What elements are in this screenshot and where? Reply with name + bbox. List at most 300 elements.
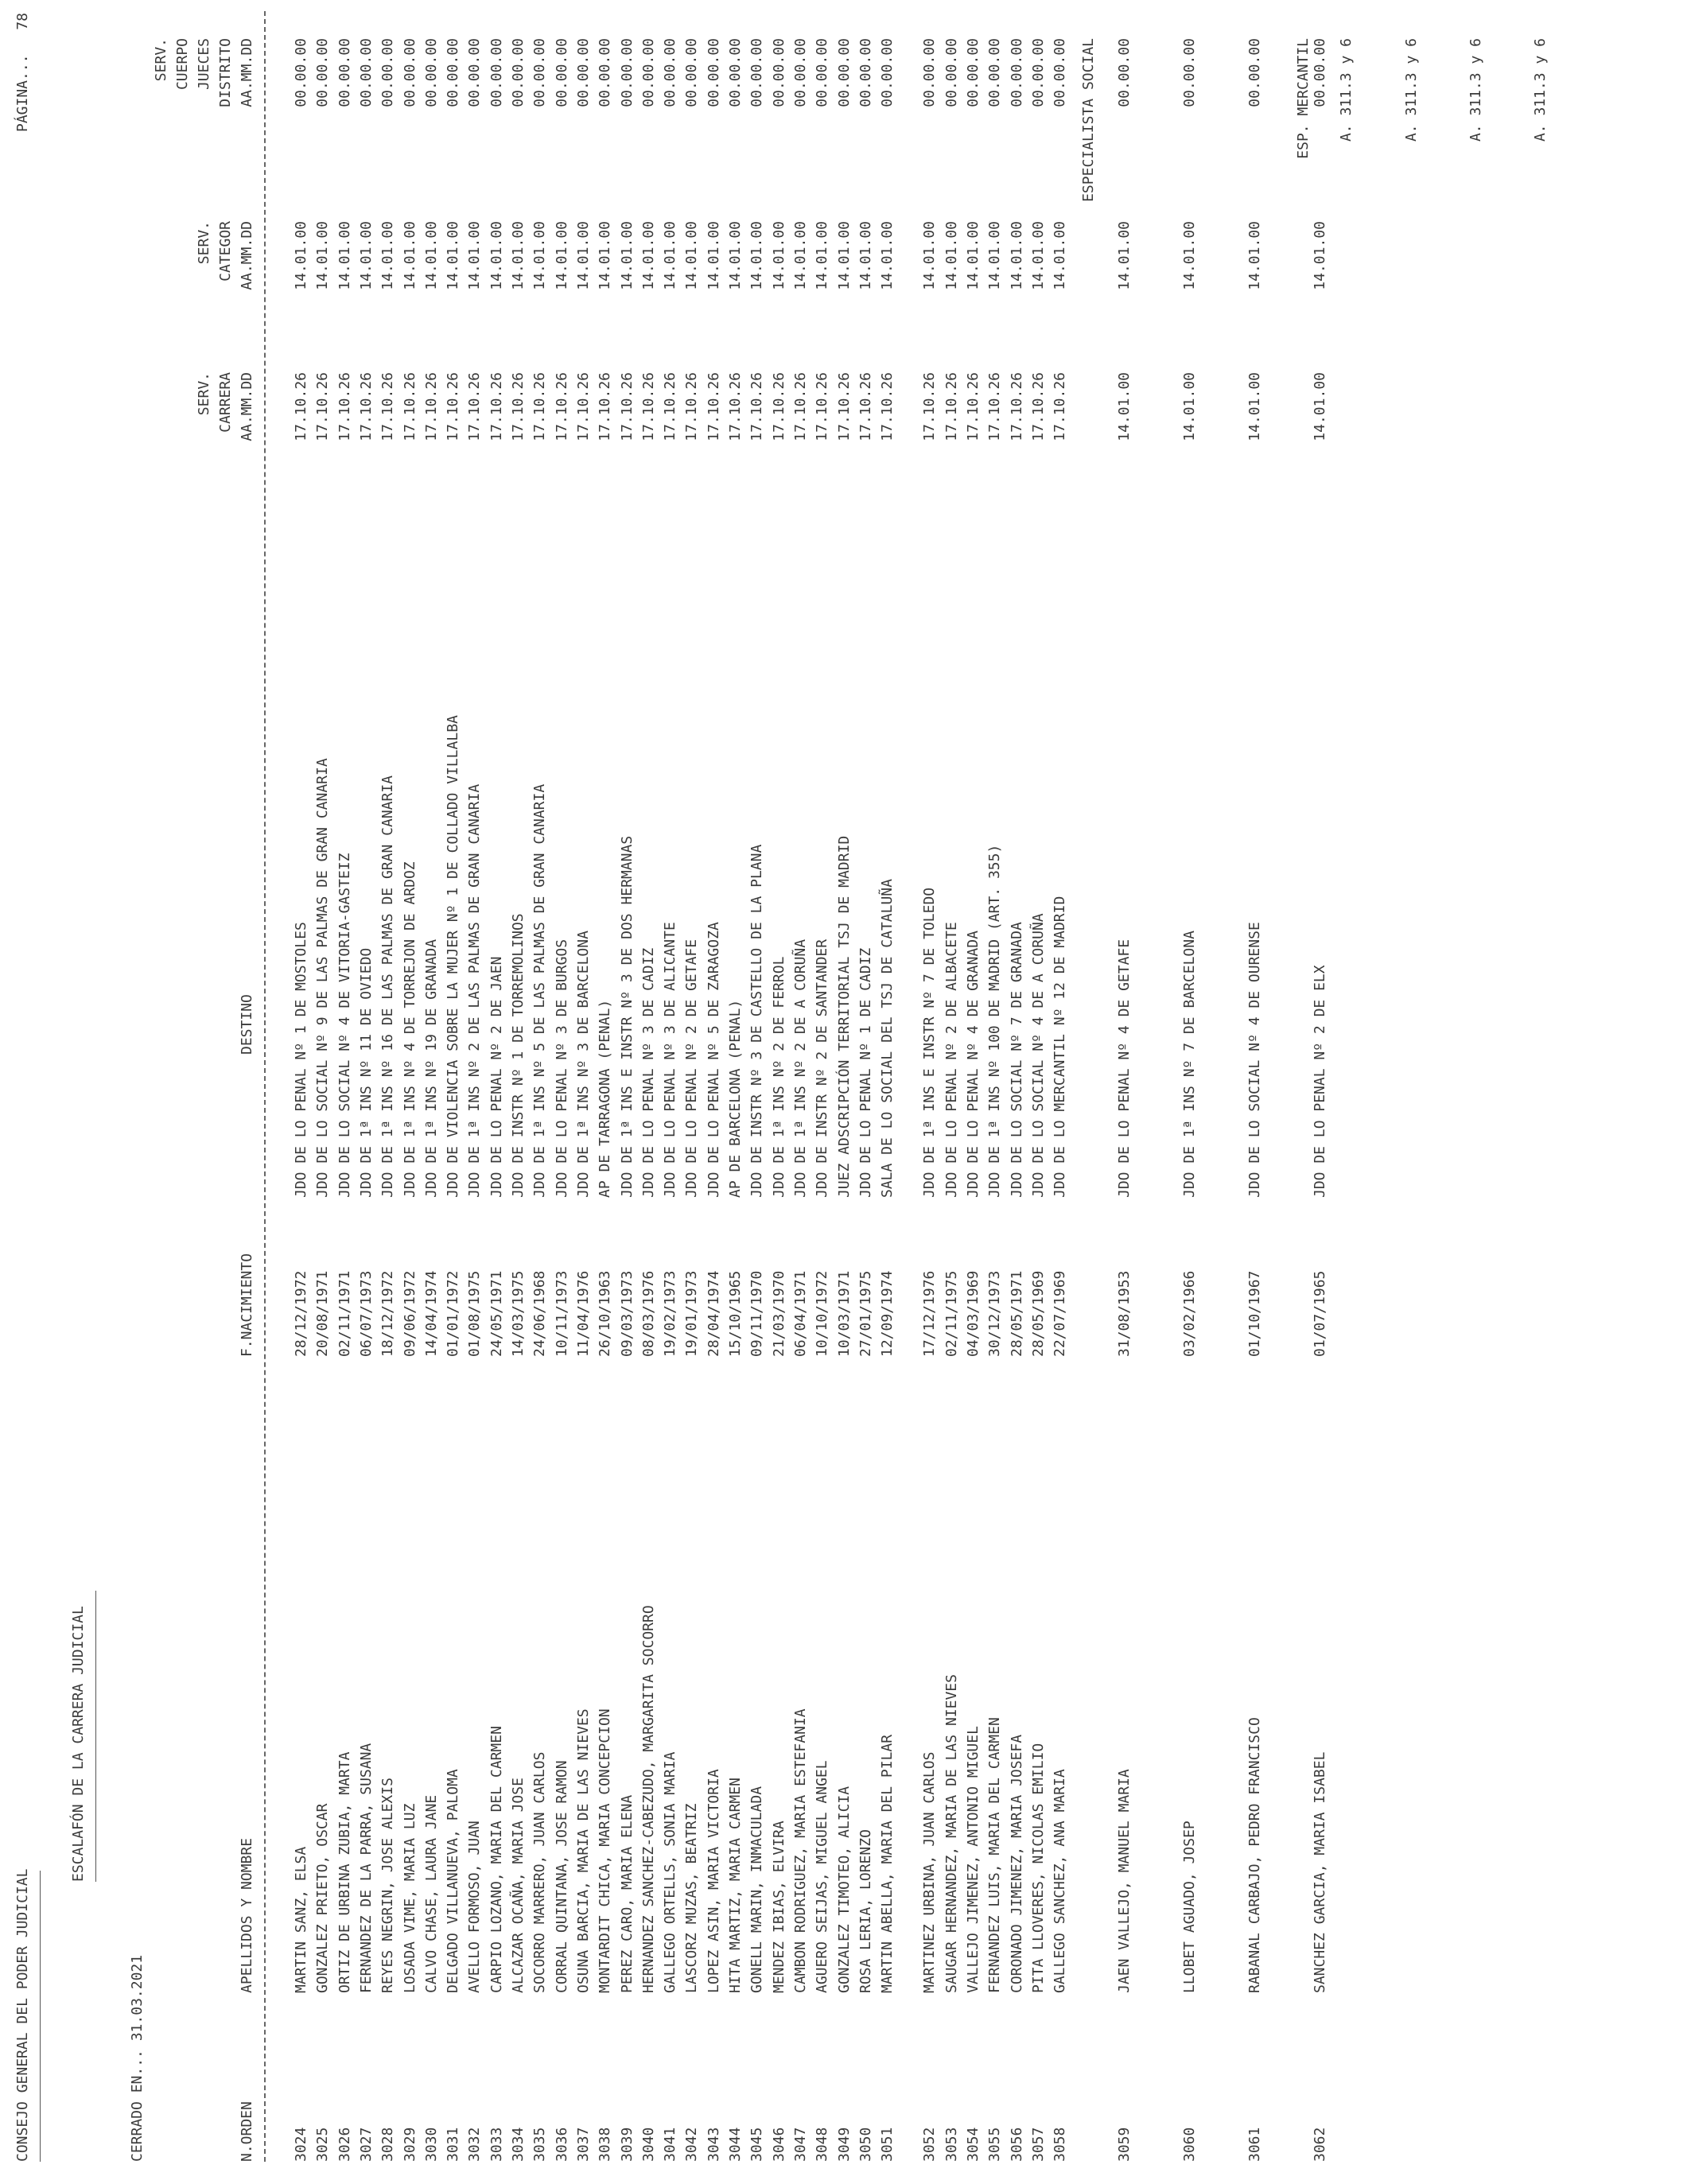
row-serv-categor: 14.01.00 [791,221,809,290]
table-row [1009,0,1029,2184]
row-destino: JDO DE LO PENAL Nº 4 DE GETAFE [1115,938,1133,1198]
row-serv-carrera: 17.10.26 [336,372,353,441]
row-nombre: ORTIZ DE URBINA ZUBIA, MARTA [336,1751,353,1993]
row-orden: 3031 [445,2127,462,2162]
page-number: 78 [14,13,31,30]
row-serv-distrito: 00.00.00 [1246,38,1263,107]
row-orden: 3062 [1311,2127,1328,2162]
row-orden: 3034 [510,2127,527,2162]
row-serv-categor: 14.01.00 [357,221,375,290]
row-serv-categor: 14.01.00 [857,221,874,290]
col-nombre: APELLIDOS Y NOMBRE [239,1837,255,1993]
row-nacimiento: 08/03/1976 [639,1270,657,1357]
row-serv-carrera: 17.10.26 [574,372,592,441]
table-row [1181,0,1202,2184]
row-nacimiento: 24/06/1968 [531,1270,549,1357]
row-nacimiento: 19/01/1973 [683,1270,701,1357]
org-underline [40,1871,41,2162]
row-serv-categor: 14.01.00 [770,221,787,290]
document-title: ESCALAFÓN DE LA CARRERA JUDICIAL [70,1606,87,1882]
table-row [792,0,813,2184]
table-row [402,0,422,2184]
row-serv-categor: 14.01.00 [727,221,744,290]
row-nacimiento: 10/11/1973 [553,1270,570,1357]
row-serv-categor: 14.01.00 [422,221,440,290]
table-row [943,0,964,2184]
row-serv-carrera: 17.10.26 [422,372,440,441]
row-serv-categor: 14.01.00 [705,221,722,290]
table-row [554,0,574,2184]
row-serv-distrito: 00.00.00 [379,38,397,107]
row-destino: JDO DE LO PENAL Nº 2 DE JAEN [488,956,505,1198]
row-serv-carrera: 17.10.26 [943,372,960,441]
row-serv-categor: 14.01.00 [1246,221,1263,290]
row-destino: AP DE BARCELONA (PENAL) [727,999,744,1198]
row-orden: 3050 [857,2127,874,2162]
row-nacimiento: 12/09/1974 [879,1270,896,1357]
row-serv-distrito: 00.00.00 [986,38,1004,107]
row-serv-distrito: 00.00.00 [1029,38,1047,107]
row-serv-distrito: 00.00.00 [1311,38,1328,107]
row-serv-distrito: 00.00.00 [553,38,570,107]
row-serv-carrera: 17.10.26 [466,372,484,441]
note-art-3060: A. 311.3 y 6 [1403,38,1420,142]
table-row [466,0,487,2184]
row-serv-carrera: 17.10.26 [488,372,505,441]
row-destino: JDO DE 1ª INS Nº 2 DE A CORUÑA [791,938,809,1198]
row-nacimiento: 09/11/1970 [748,1270,766,1357]
row-orden: 3029 [401,2127,418,2162]
row-orden: 3035 [531,2127,549,2162]
row-serv-categor: 14.01.00 [921,221,939,290]
row-nacimiento: 01/10/1967 [1246,1270,1263,1357]
row-serv-distrito: 00.00.00 [943,38,960,107]
row-nombre: RABANAL CARBAJO, PEDRO FRANCISCO [1246,1717,1263,1993]
row-serv-distrito: 00.00.00 [639,38,657,107]
row-serv-categor: 14.01.00 [618,221,636,290]
col-destino: DESTINO [239,994,255,1055]
row-destino: JDO DE VIOLENCIA SOBRE LA MUJER Nº 1 DE COLLADO VILLALBA [445,715,462,1198]
row-nacimiento: 19/02/1973 [662,1270,679,1357]
row-nombre: MARTINEZ URBINA, JUAN CARLOS [921,1751,939,1993]
row-serv-carrera: 17.10.26 [727,372,744,441]
row-serv-carrera: 17.10.26 [1052,372,1069,441]
row-serv-distrito: 00.00.00 [1115,38,1133,107]
row-nombre: HITA MARTIZ, MARIA CARMEN [727,1778,744,1993]
col-nacimiento: F.NACIMIENTO [239,1253,255,1357]
row-nombre: MONTARDIT CHICA, MARIA CONCEPCION [597,1708,614,1993]
row-nombre: SAUGAR HERNANDEZ, MARIA DE LAS NIEVES [943,1674,960,1993]
row-serv-distrito: 00.00.00 [748,38,766,107]
table-row [619,0,639,2184]
row-serv-categor: 14.01.00 [748,221,766,290]
row-serv-carrera: 14.01.00 [1246,372,1263,441]
table-row [1312,0,1332,2184]
table-row [706,0,726,2184]
row-nombre: ALCAZAR OCAÑA, MARIA JOSE [510,1778,527,1993]
row-nombre: GONZALEZ PRIETO, OSCAR [314,1803,332,1993]
table-row [727,0,748,2184]
row-destino: JDO DE INSTR Nº 1 DE TORREMOLINOS [510,913,527,1198]
row-serv-carrera: 17.10.26 [357,372,375,441]
table-row [986,0,1007,2184]
row-serv-categor: 14.01.00 [336,221,353,290]
row-serv-carrera: 17.10.26 [791,372,809,441]
row-nacimiento: 03/02/1966 [1180,1270,1198,1357]
row-nacimiento: 01/08/1975 [466,1270,484,1357]
row-serv-carrera: 17.10.26 [683,372,701,441]
row-nombre: LOPEZ ASIN, MARIA VICTORIA [705,1769,722,1993]
header-separator [264,11,266,2162]
row-nacimiento: 02/11/1975 [943,1270,960,1357]
title-underline [95,1591,96,1882]
row-destino: JDO DE LO PENAL Nº 2 DE ELX [1311,965,1328,1198]
row-nacimiento: 26/10/1963 [597,1270,614,1357]
row-orden: 3033 [488,2127,505,2162]
col-orden: N.ORDEN [239,2101,255,2162]
note-esp-mercantil: ESP. MERCANTIL [1295,38,1312,159]
row-serv-distrito: 00.00.00 [510,38,527,107]
row-nombre: FERNANDEZ LUIS, MARIA DEL CARMEN [986,1717,1004,1993]
row-destino: JDO DE 1ª INS Nº 2 DE LAS PALMAS DE GRAN CANARIA [466,783,484,1198]
row-serv-carrera: 17.10.26 [748,372,766,441]
row-orden: 3059 [1115,2127,1133,2162]
row-nacimiento: 14/04/1974 [422,1270,440,1357]
row-orden: 3042 [683,2127,701,2162]
row-nacimiento: 02/11/1971 [336,1270,353,1357]
row-orden: 3032 [466,2127,484,2162]
row-serv-categor: 14.01.00 [1052,221,1069,290]
row-nacimiento: 27/01/1975 [857,1270,874,1357]
row-serv-carrera: 17.10.26 [445,372,462,441]
row-orden: 3036 [553,2127,570,2162]
table-row [1052,0,1072,2184]
row-nacimiento: 09/03/1973 [618,1270,636,1357]
table-row [314,0,335,2184]
row-nombre: ROSA LERIA, LORENZO [857,1829,874,1993]
row-serv-distrito: 00.00.00 [314,38,332,107]
row-serv-categor: 14.01.00 [1311,221,1328,290]
row-serv-carrera: 17.10.26 [401,372,418,441]
row-nacimiento: 24/05/1971 [488,1270,505,1357]
row-destino: JDO DE INSTR Nº 2 DE SANTANDER [814,938,831,1198]
row-serv-categor: 14.01.00 [814,221,831,290]
row-nombre: VALLEJO JIMENEZ, ANTONIO MIGUEL [965,1726,982,1993]
row-nombre: GONZALEZ TIMOTEO, ALICIA [835,1786,853,1993]
row-nombre: LASCORZ MUZAS, BEATRIZ [683,1803,701,1993]
row-destino: JDO DE LO PENAL Nº 5 DE ZARAGOZA [705,922,722,1198]
row-nombre: CORRAL QUINTANA, JOSE RAMON [553,1760,570,1993]
row-destino: JDO DE LO PENAL Nº 2 DE GETAFE [683,938,701,1198]
row-serv-carrera: 17.10.26 [857,372,874,441]
row-serv-distrito: 00.00.00 [814,38,831,107]
row-serv-distrito: 00.00.00 [835,38,853,107]
row-serv-distrito: 00.00.00 [466,38,484,107]
row-orden: 3046 [770,2127,787,2162]
note-art-3062: A. 311.3 y 6 [1532,38,1549,142]
row-serv-distrito: 00.00.00 [488,38,505,107]
row-serv-carrera: 17.10.26 [1008,372,1025,441]
row-serv-carrera: 17.10.26 [662,372,679,441]
row-serv-categor: 14.01.00 [379,221,397,290]
col-categor-2: CATEGOR [217,221,234,282]
row-nacimiento: 31/08/1953 [1115,1270,1133,1357]
row-serv-carrera: 17.10.26 [510,372,527,441]
row-orden: 3030 [422,2127,440,2162]
row-serv-distrito: 00.00.00 [531,38,549,107]
table-row [748,0,769,2184]
table-row [921,0,942,2184]
row-destino: JDO DE LO PENAL Nº 1 DE CADIZ [857,947,874,1198]
row-nombre: CAMBON RODRIGUEZ, MARIA ESTEFANIA [791,1708,809,1993]
table-row [293,0,313,2184]
row-nombre: LLOBET AGUADO, JOSEP [1180,1821,1198,1993]
row-orden: 3044 [727,2127,744,2162]
row-serv-categor: 14.01.00 [531,221,549,290]
row-serv-distrito: 00.00.00 [857,38,874,107]
row-destino: JDO DE 1ª INS Nº 2 DE FERROL [770,956,787,1198]
row-nombre: PITA LLOVERES, NICOLAS EMILIO [1029,1743,1047,1993]
table-row [575,0,596,2184]
row-serv-categor: 14.01.00 [835,221,853,290]
row-nacimiento: 06/07/1973 [357,1270,375,1357]
row-nombre: DELGADO VILLANUEVA, PALOMA [445,1769,462,1993]
row-serv-categor: 14.01.00 [553,221,570,290]
row-serv-carrera: 17.10.26 [770,372,787,441]
row-destino: JDO DE LO PENAL Nº 3 DE ALICANTE [662,922,679,1198]
row-orden: 3054 [965,2127,982,2162]
row-serv-carrera: 17.10.26 [618,372,636,441]
row-serv-categor: 14.01.00 [466,221,484,290]
org-name: CONSEJO GENERAL DEL PODER JUDICIAL [14,1868,31,2162]
row-nacimiento: 28/12/1972 [293,1270,309,1357]
row-nacimiento: 01/07/1965 [1311,1270,1328,1357]
row-serv-categor: 14.01.00 [1180,221,1198,290]
col-carrera-1: SERV. [196,372,212,416]
row-destino: JDO DE LO SOCIAL Nº 4 DE VITORIA-GASTEIZ [336,853,353,1198]
row-orden: 3057 [1029,2127,1047,2162]
row-serv-distrito: 00.00.00 [770,38,787,107]
row-nacimiento: 15/10/1965 [727,1270,744,1357]
row-orden: 3024 [293,2127,309,2162]
note-art-3061: A. 311.3 y 6 [1467,38,1484,142]
row-orden: 3058 [1052,2127,1069,2162]
row-nacimiento: 01/01/1972 [445,1270,462,1357]
col-categor-3: AA.MM.DD [239,221,255,290]
row-orden: 3061 [1246,2127,1263,2162]
table-row [488,0,509,2184]
row-nombre: MARTIN ABELLA, MARIA DEL PILAR [879,1734,896,1993]
table-row [640,0,661,2184]
row-serv-carrera: 17.10.26 [553,372,570,441]
row-nombre: CARPIO LOZANO, MARIA DEL CARMEN [488,1726,505,1993]
row-serv-categor: 14.01.00 [314,221,332,290]
table-row [358,0,379,2184]
table-row [683,0,704,2184]
row-nombre: MARTIN SANZ, ELSA [293,1846,309,1993]
row-nombre: SOCORRO MARRERO, JUAN CARLOS [531,1751,549,1993]
row-nombre: HERNANDEZ SANCHEZ-CABEZUDO, MARGARITA SOCORRO [639,1605,657,1993]
row-orden: 3055 [986,2127,1004,2162]
row-nacimiento: 10/10/1972 [814,1270,831,1357]
row-serv-categor: 14.01.00 [1008,221,1025,290]
row-destino: AP DE TARRAGONA (PENAL) [597,999,614,1198]
row-nacimiento: 28/05/1971 [1008,1270,1025,1357]
row-destino: JDO DE 1ª INS Nº 11 DE OVIEDO [357,947,375,1198]
row-serv-carrera: 14.01.00 [1115,372,1133,441]
row-nacimiento: 20/08/1971 [314,1270,332,1357]
row-destino: SALA DE LO SOCIAL DEL TSJ DE CATALUÑA [879,879,896,1198]
row-orden: 3025 [314,2127,332,2162]
row-serv-carrera: 17.10.26 [921,372,939,441]
row-serv-distrito: 00.00.00 [574,38,592,107]
row-serv-distrito: 00.00.00 [879,38,896,107]
row-destino: JDO DE LO MERCANTIL Nº 12 DE MADRID [1052,896,1069,1198]
row-destino: JDO DE 1ª INS E INSTR Nº 3 DE DOS HERMANAS [618,835,636,1198]
row-destino: JDO DE 1ª INS Nº 16 DE LAS PALMAS DE GRAN CANARIA [379,775,397,1198]
row-nombre: SANCHEZ GARCIA, MARIA ISABEL [1311,1751,1328,1993]
row-nombre: AGUERO SEIJAS, MIGUEL ANGEL [814,1760,831,1993]
row-serv-distrito: 00.00.00 [401,38,418,107]
row-serv-categor: 14.01.00 [879,221,896,290]
table-row [423,0,444,2184]
table-row [510,0,531,2184]
table-row [336,0,357,2184]
row-serv-distrito: 00.00.00 [1180,38,1198,107]
row-nombre: PEREZ CARO, MARIA ELENA [618,1794,636,1993]
row-serv-carrera: 17.10.26 [879,372,896,441]
row-nacimiento: 14/03/1975 [510,1270,527,1357]
row-serv-distrito: 00.00.00 [336,38,353,107]
row-nacimiento: 09/06/1972 [401,1270,418,1357]
table-row [445,0,465,2184]
note-especialista-social: ESPECIALISTA SOCIAL [1080,38,1097,202]
col-carrera-3: AA.MM.DD [239,372,255,441]
row-serv-distrito: 00.00.00 [965,38,982,107]
row-orden: 3051 [879,2127,896,2162]
row-serv-carrera: 14.01.00 [1311,372,1328,441]
row-nombre: AVELLO FORMOSO, JUAN [466,1821,484,1993]
col-distrito-4: DISTRITO [217,38,234,107]
table-row [965,0,985,2184]
table-row [771,0,791,2184]
table-row [1116,0,1137,2184]
row-nombre: LOSADA VIME, MARIA LUZ [401,1803,418,1993]
row-serv-carrera: 17.10.26 [965,372,982,441]
row-orden: 3056 [1008,2127,1025,2162]
row-orden: 3040 [639,2127,657,2162]
col-distrito-3: JUECES [196,38,212,91]
row-nombre: JAEN VALLEJO, MANUEL MARIA [1115,1769,1133,1993]
table-row [597,0,617,2184]
row-serv-carrera: 17.10.26 [835,372,853,441]
row-serv-distrito: 00.00.00 [293,38,309,107]
row-serv-distrito: 00.00.00 [1008,38,1025,107]
row-serv-categor: 14.01.00 [293,221,309,290]
row-destino: JDO DE 1ª INS Nº 19 DE GRANADA [422,938,440,1198]
col-carrera-2: CARRERA [217,372,234,433]
table-row [662,0,682,2184]
row-serv-carrera: 17.10.26 [293,372,309,441]
col-distrito-5: AA.MM.DD [239,38,255,107]
row-nacimiento: 18/12/1972 [379,1270,397,1357]
row-serv-carrera: 17.10.26 [1029,372,1047,441]
row-orden: 3047 [791,2127,809,2162]
row-nacimiento: 04/03/1969 [965,1270,982,1357]
row-destino: JDO DE 1ª INS Nº 4 DE TORREJON DE ARDOZ [401,861,418,1198]
table-row [836,0,857,2184]
row-destino: JDO DE 1ª INS Nº 100 DE MADRID (ART. 355) [986,844,1004,1198]
col-distrito-2: CUERPO [174,38,191,91]
row-destino: JDO DE 1ª INS Nº 5 DE LAS PALMAS DE GRAN CANARIA [531,783,549,1198]
row-destino: JDO DE LO PENAL Nº 1 DE MOSTOLES [293,922,309,1198]
row-destino: JDO DE 1ª INS Nº 7 DE BARCELONA [1180,931,1198,1198]
table-row [1246,0,1267,2184]
row-nacimiento: 10/03/1971 [835,1270,853,1357]
row-serv-carrera: 17.10.26 [531,372,549,441]
table-row [857,0,878,2184]
row-orden: 3038 [597,2127,614,2162]
row-serv-distrito: 00.00.00 [597,38,614,107]
table-row [879,0,900,2184]
row-serv-distrito: 00.00.00 [357,38,375,107]
row-nacimiento: 22/07/1969 [1052,1270,1069,1357]
row-serv-distrito: 00.00.00 [662,38,679,107]
row-serv-categor: 14.01.00 [445,221,462,290]
row-serv-distrito: 00.00.00 [921,38,939,107]
row-destino: JDO DE LO SOCIAL Nº 4 DE OURENSE [1246,922,1263,1198]
row-serv-categor: 14.01.00 [1029,221,1047,290]
row-serv-carrera: 17.10.26 [814,372,831,441]
note-art-3059: A. 311.3 y 6 [1338,38,1355,142]
row-destino: JDO DE 1ª INS E INSTR Nº 7 DE TOLEDO [921,887,939,1198]
row-nombre: OSUNA BARCIA, MARIA DE LAS NIEVES [574,1708,592,1993]
row-serv-distrito: 00.00.00 [683,38,701,107]
row-serv-categor: 14.01.00 [639,221,657,290]
row-serv-categor: 14.01.00 [597,221,614,290]
row-serv-carrera: 17.10.26 [705,372,722,441]
row-orden: 3053 [943,2127,960,2162]
row-destino: JDO DE LO SOCIAL Nº 9 DE LAS PALMAS DE GRAN CANARIA [314,758,332,1198]
row-nombre: GALLEGO SANCHEZ, ANA MARIA [1052,1769,1069,1993]
row-nacimiento: 28/05/1969 [1029,1270,1047,1357]
row-serv-categor: 14.01.00 [662,221,679,290]
row-destino: JDO DE 1ª INS Nº 3 DE BARCELONA [574,931,592,1198]
row-serv-distrito: 00.00.00 [618,38,636,107]
row-orden: 3043 [705,2127,722,2162]
row-serv-carrera: 14.01.00 [1180,372,1198,441]
row-orden: 3041 [662,2127,679,2162]
row-serv-carrera: 17.10.26 [597,372,614,441]
row-nacimiento: 30/12/1973 [986,1270,1004,1357]
row-orden: 3039 [618,2127,636,2162]
row-serv-categor: 14.01.00 [510,221,527,290]
row-serv-carrera: 17.10.26 [379,372,397,441]
row-nombre: GONELL MARIN, INMACULADA [748,1786,766,1993]
row-serv-distrito: 00.00.00 [791,38,809,107]
row-serv-categor: 14.01.00 [574,221,592,290]
row-orden: 3026 [336,2127,353,2162]
row-serv-distrito: 00.00.00 [1052,38,1069,107]
row-nacimiento: 17/12/1976 [921,1270,939,1357]
row-orden: 3048 [814,2127,831,2162]
row-orden: 3028 [379,2127,397,2162]
col-categor-1: SERV. [196,221,212,265]
row-serv-categor: 14.01.00 [1115,221,1133,290]
table-row [379,0,400,2184]
row-serv-categor: 14.01.00 [488,221,505,290]
row-destino: JDO DE LO PENAL Nº 2 DE ALBACETE [943,922,960,1198]
